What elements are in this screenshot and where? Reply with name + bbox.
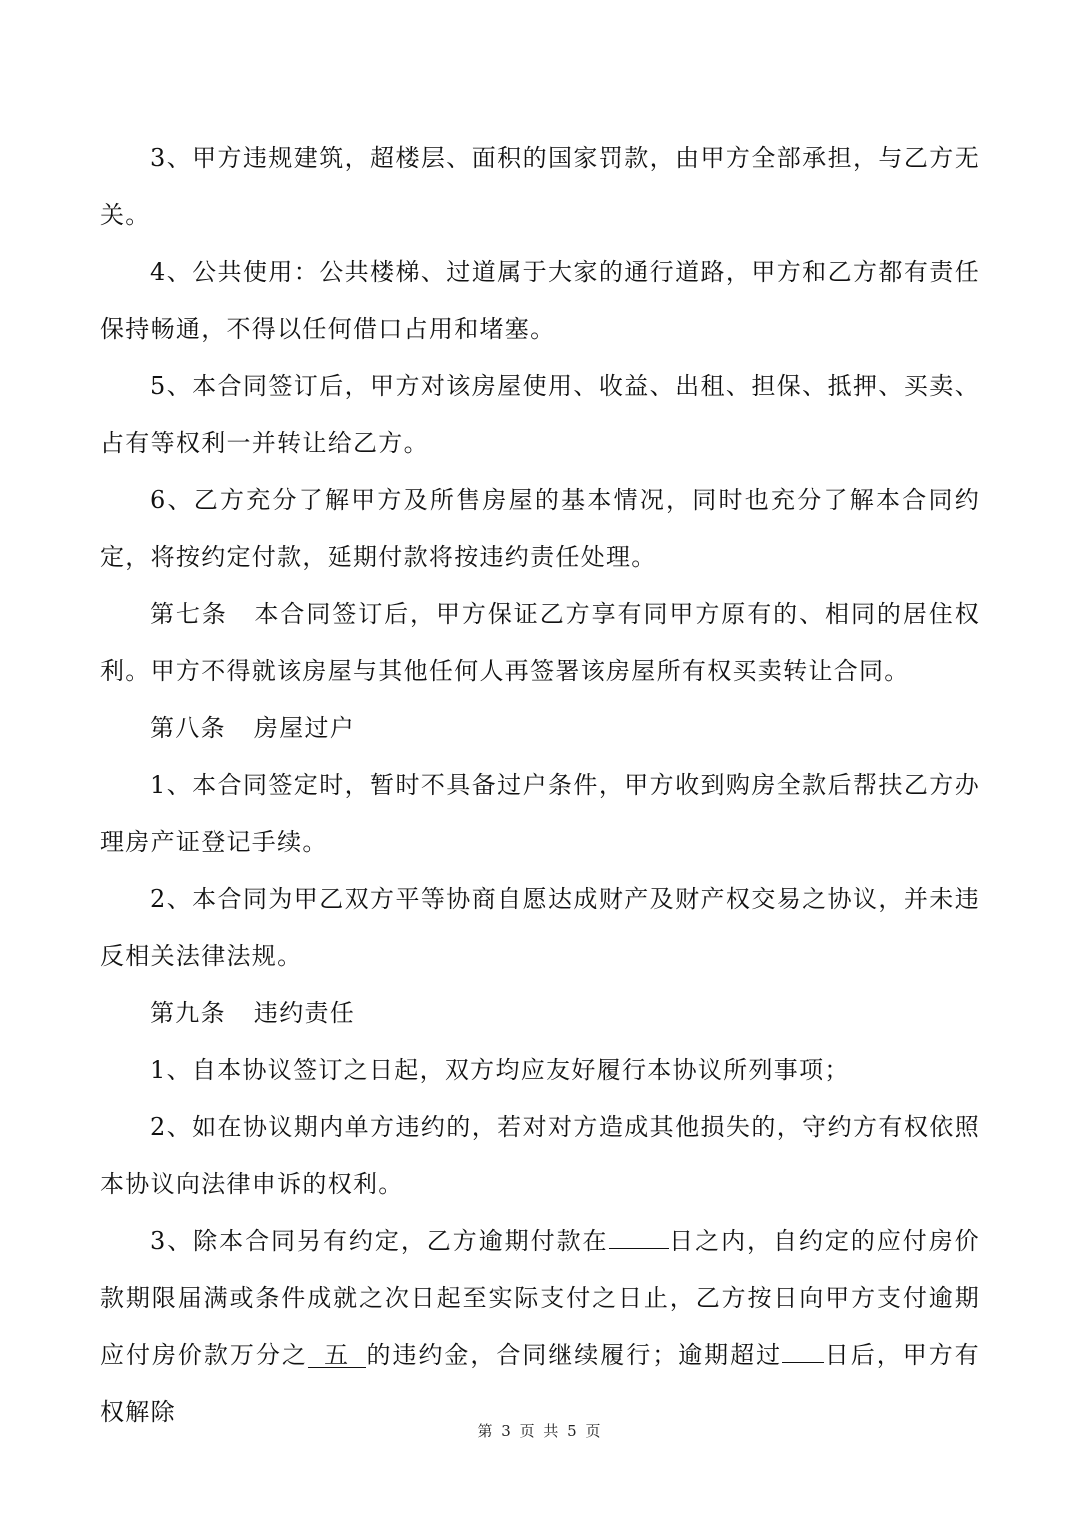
article-9-clause-1: 1、自本协议签订之日起，双方均应友好履行本协议所列事项； [150,1056,850,1084]
article-8-label: 第八条 [150,714,226,742]
article-9-clause-2: 2、如在协议期内单方违约的，若对对方造成其他损失的，守约方有权依照本协议向法律申诉的权利。 [100,1113,980,1198]
clause-3-violation-fines: 3、甲方违规建筑，超楼层、面积的国家罚款，由甲方全部承担，与乙方无关。 [100,144,980,229]
overdue-days-blank-field[interactable] [782,1362,824,1363]
clause-3-part-c: 的违约金，合同继续履行；逾期超过 [365,1341,783,1369]
clause-3-part-b: 日之内，自约定的应付房价款期限届满或条件成就之次日起至实际支付之日止，乙方按日向甲方支付逾期应付房价款万分之 [100,1227,980,1369]
article-8-heading [100,700,980,757]
days-blank-field[interactable] [609,1248,669,1249]
article-8-clause-2: 2、本合同为甲乙双方平等协商自愿达成财产及财产权交易之协议，并未违反相关法律法规。 [100,885,980,970]
clause-5-rights-transfer: 5、本合同签订后，甲方对该房屋使用、收益、出租、担保、抵押、买卖、占有等权利一并转让给乙方。 [100,372,980,457]
article-9-heading [100,985,980,1042]
clause-4-public-use: 4、公共使用：公共楼梯、过道属于大家的通行道路，甲方和乙方都有责任保持畅通，不得以任何借口占用和堵塞。 [100,258,980,343]
clause-3-part-d: 日后，甲方有权解除 [100,1341,980,1426]
article-9-label: 第九条 [150,999,226,1027]
article-8-clause-1: 1、本合同签定时，暂时不具备过户条件，甲方收到购房全款后帮扶乙方办理房产证登记手续。 [100,771,980,856]
document-body [100,130,980,1441]
article-8-title: 房屋过户 [253,714,356,742]
clause-6-buyer-acknowledgement: 6、乙方充分了解甲方及所售房屋的基本情况，同时也充分了解本合同约定，将按约定付款，延期付款将按违约责任处理。 [100,486,980,571]
article-7 [100,586,980,700]
page-footer: 第 3 页 共 5 页 [477,1422,603,1440]
article-9-title: 违约责任 [253,999,356,1027]
article-7-text: 本合同签订后，甲方保证乙方享有同甲方原有的、相同的居住权利。甲方不得就该房屋与其他任何人再签署该房屋所有权买卖转让合同。 [100,600,980,685]
clause-3-part-a: 3、除本合同另有约定，乙方逾期付款在 [150,1227,609,1255]
penalty-rate-field[interactable]: 五 [308,1343,366,1368]
article-7-label: 第七条 [150,600,228,628]
article-9-clause-3 [100,1213,980,1441]
